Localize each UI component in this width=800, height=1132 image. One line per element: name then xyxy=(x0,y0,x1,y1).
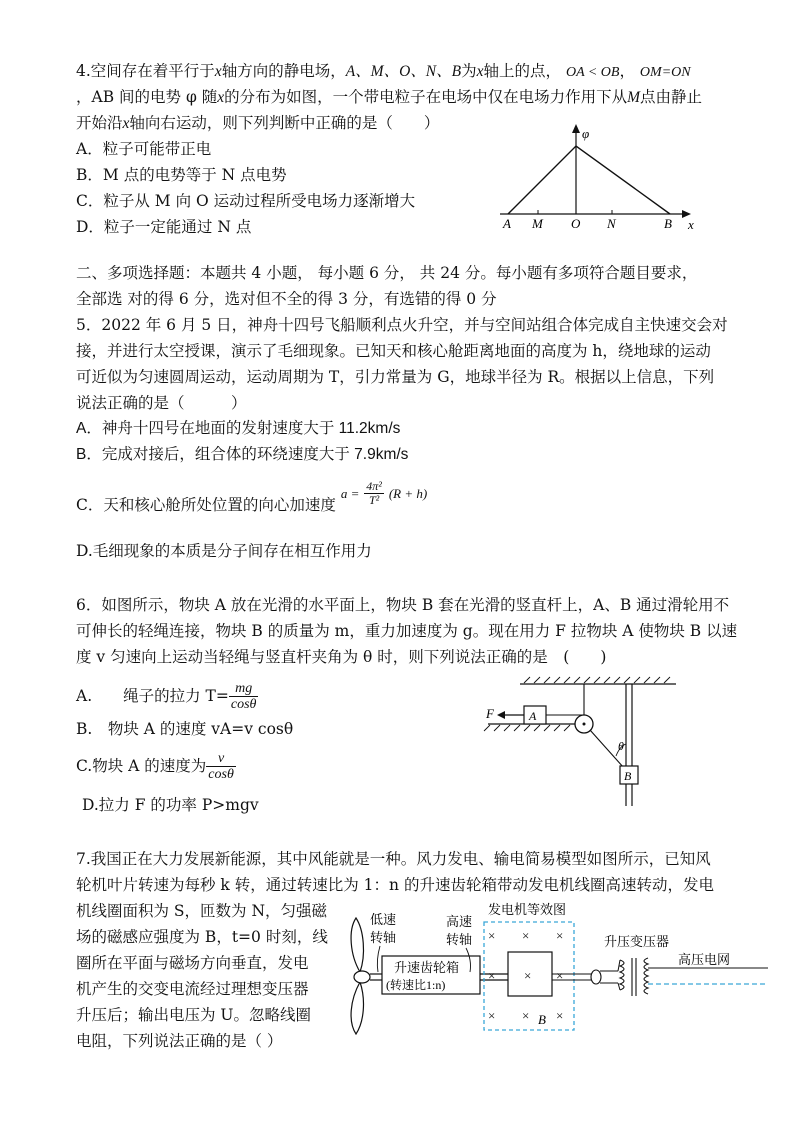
q7-stem-line-5: 圈所在平面与磁场方向垂直，发电 xyxy=(76,954,309,972)
q4-option-b[interactable]: B．M 点的电势等于 N 点电势 xyxy=(76,166,287,184)
fig-force-label: F xyxy=(486,706,494,721)
svg-text:升压变压器: 升压变压器 xyxy=(604,934,670,949)
graph-point-a: A xyxy=(503,216,511,231)
fig-theta-label: θ xyxy=(618,739,624,753)
graph-x-label: x xyxy=(688,217,694,232)
q7-wind-power-diagram xyxy=(338,900,778,1040)
q4-condition-oa-ob: OA < OB xyxy=(565,65,620,80)
svg-text:×: × xyxy=(488,928,496,943)
q7-stem-line-4: 场的磁感应强度为 B，t=0 时刻，线 xyxy=(76,928,328,946)
fig-block-b-label: B xyxy=(624,769,632,783)
q7-stem-line-2: 轮机叶片转速为每秒 k 转，通过转速比为 1：n 的升速齿轮箱带动发电机线圈高速转动，发电 xyxy=(76,876,714,894)
q6-option-c[interactable]: C.物块 A 的速度为 $\frac{v}{\cos\theta}$ xyxy=(76,750,234,782)
svg-text:×: × xyxy=(556,968,564,983)
q7-stem-line-1: 7.我国正在大力发展新能源，其中风能就是一种。风力发电、输电简易模型如图所示，已知风 xyxy=(76,850,711,868)
wind-blade-upper xyxy=(351,918,363,972)
graph-point-n: N xyxy=(607,216,616,231)
q6-option-d[interactable]: D.拉力 F 的功率 P>mgv xyxy=(82,796,259,814)
q4-stem-line-3: 开始沿x轴向右运动，则下列判断中正确的是（ ） xyxy=(76,114,440,132)
svg-text:×: × xyxy=(556,928,564,943)
q4-option-c[interactable]: C．粒子从 M 向 O 运动过程所受电场力逐渐增大 xyxy=(76,192,416,210)
q4-condition-om-on: OM=ON xyxy=(639,65,691,80)
q4-stem-line-2: ，AB 间的电势 φ 随x的分布为如图，一个带电粒子在电场中仅在电场力作用下从M点由静止 xyxy=(76,88,703,106)
q6-stem-line-3: 度 v 匀速向上运动当轻绳与竖直杆夹角为 θ 时，则下列说法正确的是 ( ) xyxy=(76,648,607,666)
q6-stem-line-1: 6．如图所示，物块 A 放在光滑的水平面上，物块 B 套在光滑的竖直杆上，A、B 通过滑轮用不 xyxy=(76,596,730,614)
fig-block-a-label: A xyxy=(529,709,537,723)
q4-stem-line-1: 4.空间存在着平行于x轴方向的静电场，A、M、O、N、B为x轴上的点， OA < OB， OM=ON xyxy=(76,62,691,80)
svg-text:×: × xyxy=(524,968,532,983)
q7-stem-line-3: 机线圈面积为 S，匝数为 N，匀强磁 xyxy=(76,902,328,920)
section2-heading-line-2: 全部选 对的得 6 分，选对但不全的得 3 分，有选错的得 0 分 xyxy=(76,290,497,308)
q7-stem-line-7: 升压后；输出电压为 U。忽略线圈 xyxy=(76,1006,311,1024)
svg-text:×: × xyxy=(488,1008,496,1023)
graph-point-b: B xyxy=(664,216,672,231)
graph-point-o: O xyxy=(571,216,581,231)
wind-blade-lower xyxy=(351,982,363,1034)
svg-text:B: B xyxy=(538,1012,546,1027)
svg-text:升速齿轮箱: 升速齿轮箱 xyxy=(394,960,460,975)
section2-heading-line-1: 二、多项选择题：本题共 4 小题， 每小题 6 分， 共 24 分。每小题有多项符合题目要求， xyxy=(76,264,698,282)
svg-text:高压电网: 高压电网 xyxy=(678,952,731,967)
q4-option-a[interactable]: A．粒子可能带正电 xyxy=(76,140,212,158)
q5-stem-line-2: 接，并进行太空授课，演示了毛细现象。已知天和核心舱距离地面的高度为 h，绕地球的运动 xyxy=(76,342,711,360)
q7-stem-line-6: 机产生的交变电流经过理想变压器 xyxy=(76,980,309,998)
q6-pulley-figure xyxy=(480,674,680,814)
svg-text:×: × xyxy=(556,1008,564,1023)
svg-text:发电机等效图: 发电机等效图 xyxy=(488,902,567,917)
q7-stem-line-8: 电阻，下列说法正确的是（ ） xyxy=(76,1032,283,1050)
q6-option-a[interactable]: A. 绳子的拉力 T= $\frac{mg}{\cos\theta}$ xyxy=(76,680,257,712)
q5-option-b[interactable]: B．完成对接后，组合体的环绕速度大于 7.9km/s xyxy=(76,446,409,463)
svg-text:转轴: 转轴 xyxy=(370,930,397,945)
svg-text:×: × xyxy=(522,928,530,943)
q5-stem-line-4: 说法正确的是（ ） xyxy=(76,394,247,412)
svg-text:×: × xyxy=(522,1008,530,1023)
q6-stem-line-2: 可伸长的轻绳连接，物块 B 的质量为 m，重力加速度为 g。现在用力 F 拉物块 A 使物块 B 以速 xyxy=(76,622,738,640)
svg-text:转轴: 转轴 xyxy=(446,932,473,947)
q5-stem-line-1: 5．2022 年 6 月 5 日，神舟十四号飞船顺利点火升空，并与空间站组合体完成自主快速交会对 xyxy=(76,316,728,334)
svg-text:(转速比1:n): (转速比1:n) xyxy=(386,978,446,992)
svg-text:低速: 低速 xyxy=(370,912,397,927)
q5-option-a[interactable]: A．神舟十四号在地面的发射速度大于 11.2km/s xyxy=(76,420,401,437)
q5-option-d[interactable]: D.毛细现象的本质是分子间存在相互作用力 xyxy=(76,542,372,560)
q4-option-d[interactable]: D．粒子一定能通过 N 点 xyxy=(76,218,252,236)
q4-potential-graph xyxy=(490,122,710,240)
q6-option-b[interactable]: B. 物块 A 的速度 vA=v cosθ xyxy=(76,720,294,738)
q5-stem-line-3: 可近似为匀速圆周运动，运动周期为 T，引力常量为 G，地球半径为 R。根据以上信息，下列 xyxy=(76,368,715,386)
svg-text:高速: 高速 xyxy=(446,914,473,929)
q5-option-c[interactable]: C．天和核心舱所处位置的向心加速度 a = $\frac{\text{4π²}}{\text{T²}}$ (R + h) xyxy=(76,479,428,514)
graph-phi-label: φ xyxy=(582,126,590,141)
graph-point-m: M xyxy=(532,216,543,231)
svg-text:×: × xyxy=(488,968,496,983)
